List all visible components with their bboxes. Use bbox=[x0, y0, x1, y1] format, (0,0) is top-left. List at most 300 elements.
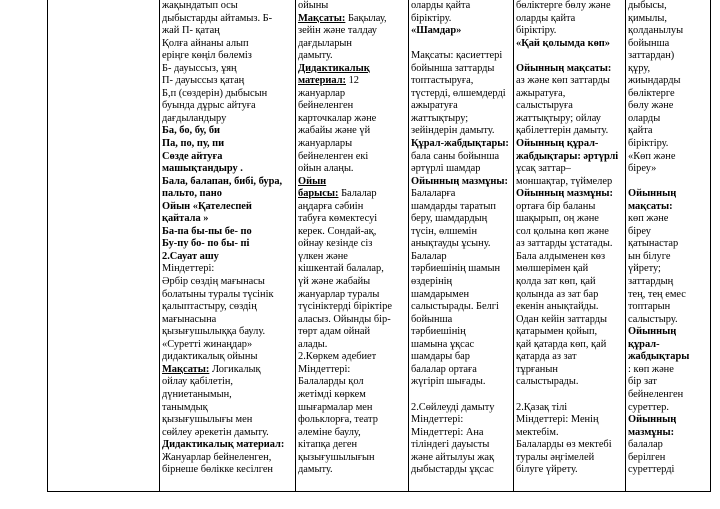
text-line bbox=[516, 263, 624, 276]
text-line bbox=[411, 226, 512, 239]
line-text: Па, по, пу, пи bbox=[162, 138, 225, 150]
line-text-continuation: 12 bbox=[346, 75, 359, 87]
text-line bbox=[162, 464, 294, 477]
text-line bbox=[411, 25, 512, 38]
line-text: аласыз. Ойынды бір- bbox=[298, 313, 391, 325]
table-cell-column-2 bbox=[298, 0, 407, 509]
line-text: дағдыландыру bbox=[162, 112, 227, 124]
line-text: бірнеше бөлікке кесілген bbox=[162, 464, 273, 476]
text-line bbox=[411, 188, 512, 201]
text-line bbox=[411, 402, 512, 415]
text-line bbox=[516, 100, 624, 113]
text-line bbox=[162, 213, 294, 226]
table-cell-column-1 bbox=[162, 0, 294, 509]
text-line bbox=[298, 201, 407, 214]
line-text: туралы әңгімелей bbox=[516, 451, 595, 463]
line-text: түсін, өлшемін bbox=[411, 225, 478, 237]
line-text: қызығушылыққа баулу. bbox=[162, 326, 266, 338]
text-line bbox=[516, 351, 624, 364]
line-text: аңдарға сәбиін bbox=[298, 200, 364, 212]
line-text: Міндеттері: bbox=[298, 363, 351, 375]
text-line bbox=[162, 289, 294, 302]
text-line bbox=[628, 100, 709, 113]
text-line bbox=[516, 427, 624, 440]
line-text: Балаларға bbox=[411, 188, 456, 200]
text-line bbox=[628, 314, 709, 327]
text-line bbox=[162, 38, 294, 51]
line-text: Ойынның bbox=[628, 326, 677, 338]
text-line bbox=[628, 188, 709, 201]
text-line bbox=[162, 364, 294, 377]
line-text: Бала, балапан, бибі, бура, bbox=[162, 175, 283, 187]
line-text: Жануарлар бейнеленген, bbox=[162, 451, 272, 463]
line-text: қайтала » bbox=[162, 213, 209, 225]
text-line bbox=[628, 25, 709, 38]
line-text: фольклорға, театр bbox=[298, 414, 378, 426]
line-text: дыбысы, bbox=[628, 0, 667, 11]
line-text: буында дұрыс айтуға bbox=[162, 100, 256, 112]
line-text: қызығушылығын bbox=[298, 451, 375, 463]
line-text: П- дауыссыз қатаң bbox=[162, 75, 245, 87]
text-line bbox=[516, 276, 624, 289]
line-text: салыстырады. Белгі bbox=[411, 301, 499, 313]
line-text: 2.Қазақ тілі bbox=[516, 401, 568, 413]
line-text: бөліктерге bbox=[628, 87, 675, 99]
line-text: Міндеттері: bbox=[162, 263, 215, 275]
text-line bbox=[162, 88, 294, 101]
text-line bbox=[628, 263, 709, 276]
line-text: Б,п (сөздерін) дыбысын bbox=[162, 87, 268, 99]
text-line bbox=[162, 276, 294, 289]
line-text: біреу» bbox=[628, 163, 657, 175]
line-text: дидактикалық ойыны bbox=[162, 351, 258, 363]
text-line bbox=[628, 226, 709, 239]
line-text: 2.Сөйлеуді дамыту bbox=[411, 401, 495, 413]
text-line bbox=[628, 13, 709, 26]
line-text: суреттер. bbox=[628, 401, 669, 413]
text-line bbox=[628, 452, 709, 465]
text-line bbox=[298, 88, 407, 101]
table-border bbox=[513, 0, 514, 492]
text-line bbox=[411, 176, 512, 189]
table-cell-column-4 bbox=[516, 0, 624, 509]
text-line bbox=[628, 50, 709, 63]
text-line bbox=[162, 402, 294, 415]
text-line bbox=[162, 13, 294, 26]
line-text: көп және bbox=[628, 213, 669, 225]
text-line bbox=[628, 289, 709, 302]
line-text: жабайы және үй bbox=[298, 125, 371, 137]
text-line bbox=[628, 427, 709, 440]
text-line bbox=[298, 188, 407, 201]
line-text: мөлшерімен қай bbox=[516, 263, 589, 275]
line-text: Бу-пу бо- по бы- пі bbox=[162, 238, 250, 250]
text-line bbox=[411, 427, 512, 440]
text-line bbox=[516, 226, 624, 239]
line-text: Ойынның құрал- bbox=[516, 138, 599, 150]
line-text: тең, тең емес bbox=[628, 288, 686, 300]
line-text: мектебім. bbox=[516, 426, 559, 438]
line-text: біріктіру. bbox=[516, 25, 557, 37]
line-text: жаттықтыру; bbox=[411, 112, 469, 124]
text-line bbox=[516, 301, 624, 314]
text-line bbox=[411, 238, 512, 251]
line-text: материал: bbox=[298, 75, 346, 87]
text-line bbox=[516, 50, 624, 63]
line-text: балалар ортаға bbox=[411, 363, 477, 375]
line-text: қайта bbox=[628, 125, 653, 137]
line-text: Б- дауыссыз, ұяң bbox=[162, 62, 237, 74]
line-text: Ба-па бы-пы бе- по bbox=[162, 225, 252, 237]
table-cell-column-3 bbox=[411, 0, 512, 509]
table-cell-column-5 bbox=[628, 0, 709, 509]
text-line bbox=[516, 151, 624, 164]
text-line bbox=[162, 125, 294, 138]
text-line bbox=[411, 13, 512, 26]
text-line bbox=[411, 151, 512, 164]
line-text: Міндеттері: bbox=[411, 414, 464, 426]
text-line bbox=[298, 414, 407, 427]
line-text: машықтандыру . bbox=[162, 163, 243, 175]
line-text-continuation: Логикалық bbox=[209, 363, 261, 375]
table-border bbox=[295, 0, 296, 492]
text-line bbox=[411, 389, 512, 402]
text-line bbox=[298, 339, 407, 352]
line-text: бір зат bbox=[628, 376, 657, 388]
line-text: еріңге көңіл бөлеміз bbox=[162, 50, 252, 62]
line-text: қызығушылығы мен bbox=[162, 414, 253, 426]
line-text: анықтауды ұсыну. bbox=[411, 238, 491, 250]
text-line bbox=[298, 125, 407, 138]
text-line bbox=[628, 63, 709, 76]
text-line bbox=[298, 213, 407, 226]
text-line bbox=[628, 138, 709, 151]
text-line bbox=[411, 201, 512, 214]
line-text: қатынастар bbox=[628, 238, 679, 250]
text-line bbox=[298, 0, 407, 13]
text-line bbox=[628, 351, 709, 364]
text-line bbox=[628, 238, 709, 251]
line-text: ойыны bbox=[298, 0, 329, 11]
table-border-right bbox=[710, 0, 711, 492]
text-line bbox=[516, 389, 624, 402]
text-line bbox=[162, 0, 294, 13]
line-text: мақсаты: bbox=[628, 200, 673, 212]
line-text: дыбыстарды ұқсас bbox=[411, 464, 494, 476]
text-line bbox=[162, 63, 294, 76]
text-line bbox=[298, 427, 407, 440]
text-line bbox=[162, 75, 294, 88]
line-text: оларды қайта bbox=[516, 12, 576, 24]
line-text: аз және көп заттарды bbox=[516, 75, 610, 87]
text-line bbox=[298, 113, 407, 126]
table-border bbox=[159, 0, 160, 492]
line-text: дүниетанымын, bbox=[162, 388, 232, 400]
text-line bbox=[411, 439, 512, 452]
line-text: Ойынның мақсаты: bbox=[516, 62, 612, 74]
line-text: Ойын «Қателеспей bbox=[162, 200, 252, 212]
text-line bbox=[162, 339, 294, 352]
text-line bbox=[298, 402, 407, 415]
text-line bbox=[628, 176, 709, 189]
text-line bbox=[628, 414, 709, 427]
text-line bbox=[411, 364, 512, 377]
line-text: 2.Көркем әдебиет bbox=[298, 351, 377, 363]
line-text: Балалар bbox=[411, 250, 447, 262]
line-text: керек. Сондай-ақ, bbox=[298, 225, 377, 237]
text-line bbox=[298, 376, 407, 389]
text-line bbox=[628, 113, 709, 126]
text-line bbox=[628, 125, 709, 138]
text-line bbox=[516, 138, 624, 151]
line-text: біріктіру. bbox=[628, 138, 669, 150]
text-line bbox=[162, 113, 294, 126]
text-line bbox=[411, 38, 512, 51]
text-line bbox=[516, 201, 624, 214]
line-text: және айтылуы жақ bbox=[411, 451, 495, 463]
text-line bbox=[298, 464, 407, 477]
text-line bbox=[298, 301, 407, 314]
text-line bbox=[628, 88, 709, 101]
text-line bbox=[162, 100, 294, 113]
text-line bbox=[628, 201, 709, 214]
text-line bbox=[162, 251, 294, 264]
text-line bbox=[298, 439, 407, 452]
line-text: «Қай қолымда көп» bbox=[516, 37, 610, 49]
line-text: Дидактикалық материал: bbox=[162, 439, 285, 451]
line-text: салыстыруға bbox=[516, 100, 573, 112]
text-line bbox=[162, 201, 294, 214]
line-text: үйрету; bbox=[628, 263, 661, 275]
text-line bbox=[411, 289, 512, 302]
text-line bbox=[162, 351, 294, 364]
text-line bbox=[411, 326, 512, 339]
text-line bbox=[162, 452, 294, 465]
line-text: бөліктерге бөлу және bbox=[516, 0, 611, 11]
table-border-left bbox=[47, 0, 48, 492]
line-text: танымдық bbox=[162, 401, 208, 413]
text-line bbox=[298, 100, 407, 113]
line-text: жануарлары bbox=[298, 138, 353, 150]
line-text: дыбыстарды айтамыз. Б- bbox=[162, 12, 273, 24]
text-line bbox=[162, 138, 294, 151]
text-line bbox=[516, 339, 624, 352]
line-text: дамыту. bbox=[298, 464, 333, 476]
text-line bbox=[628, 326, 709, 339]
line-text: жануарлар туралы bbox=[298, 288, 380, 300]
text-line bbox=[298, 263, 407, 276]
text-line bbox=[628, 213, 709, 226]
text-line bbox=[298, 364, 407, 377]
line-text: дамыту. bbox=[298, 50, 333, 62]
line-text: бойынша заттарды bbox=[411, 62, 495, 74]
text-line bbox=[298, 226, 407, 239]
line-text: моншақтар, түймелер bbox=[516, 175, 613, 187]
text-line bbox=[162, 25, 294, 38]
text-line bbox=[411, 263, 512, 276]
line-text: біреу bbox=[628, 225, 651, 237]
line-text: білуге үйрету. bbox=[516, 464, 578, 476]
line-text: жақындатып осы bbox=[162, 0, 238, 11]
text-line bbox=[411, 276, 512, 289]
line-text: қай қатарда көп, қай bbox=[516, 338, 607, 350]
line-text: Дидактикалық bbox=[298, 62, 370, 74]
text-line bbox=[298, 50, 407, 63]
text-line bbox=[298, 38, 407, 51]
text-line bbox=[516, 0, 624, 13]
line-text: Ойынның мазмұны: bbox=[411, 175, 508, 187]
line-text: «Суретті жинаңдар» bbox=[162, 338, 253, 350]
text-line bbox=[411, 464, 512, 477]
text-line bbox=[162, 226, 294, 239]
line-text: жабдықтары bbox=[628, 351, 690, 363]
text-line bbox=[516, 452, 624, 465]
text-line bbox=[628, 389, 709, 402]
text-line bbox=[628, 376, 709, 389]
line-text: ойлау қабілетін, bbox=[162, 376, 234, 388]
text-line bbox=[411, 301, 512, 314]
text-line bbox=[298, 163, 407, 176]
text-line bbox=[628, 439, 709, 452]
line-text: түсініктерді біріктіре bbox=[298, 301, 392, 313]
line-text: Міндеттері: Ана bbox=[411, 426, 484, 438]
text-line bbox=[516, 13, 624, 26]
line-text: заттардың bbox=[628, 276, 674, 288]
line-text: жай П- қатаң bbox=[162, 25, 220, 37]
text-line bbox=[516, 75, 624, 88]
line-text: оларды қайта bbox=[411, 0, 471, 11]
line-text: шамдарды таратып bbox=[411, 200, 496, 212]
line-text: Мақсаты: bbox=[162, 363, 210, 375]
line-text: 2.Сауат ашу bbox=[162, 250, 219, 262]
text-line bbox=[628, 301, 709, 314]
text-line bbox=[628, 251, 709, 264]
text-line bbox=[162, 163, 294, 176]
line-text: карточкалар және bbox=[298, 112, 377, 124]
text-line bbox=[628, 38, 709, 51]
line-text: Құрал-жабдықтары: bbox=[411, 138, 509, 150]
text-line bbox=[298, 326, 407, 339]
text-line bbox=[516, 163, 624, 176]
line-text: қимылы, bbox=[628, 12, 667, 24]
line-text: беру, шамдардың bbox=[411, 213, 488, 225]
line-text: ажыратуға, bbox=[516, 87, 566, 99]
text-line bbox=[162, 176, 294, 189]
text-line bbox=[162, 263, 294, 276]
line-text-continuation: Бақылау, bbox=[345, 12, 387, 24]
text-line bbox=[516, 113, 624, 126]
text-line bbox=[628, 364, 709, 377]
line-text: мағынасына bbox=[162, 313, 217, 325]
text-line bbox=[411, 452, 512, 465]
line-text: Ойынның bbox=[628, 414, 677, 426]
line-text: тәрбиешінің шамын bbox=[411, 263, 501, 275]
text-line bbox=[516, 38, 624, 51]
line-text: қабілеттерін дамыту. bbox=[516, 125, 609, 137]
text-line bbox=[411, 414, 512, 427]
line-text: шамдарымен bbox=[411, 288, 470, 300]
line-text: «Көп және bbox=[628, 150, 676, 162]
line-text: қолданылуы bbox=[628, 25, 684, 37]
line-text: дағдыларын bbox=[298, 37, 352, 49]
line-text: бойынша bbox=[628, 37, 670, 49]
line-text: Ойын bbox=[298, 175, 327, 187]
line-text: жиындарды bbox=[628, 75, 681, 87]
text-line bbox=[162, 238, 294, 251]
line-text: шығармалар мен bbox=[298, 401, 373, 413]
line-text: қатарымен қойып, bbox=[516, 326, 598, 338]
text-line bbox=[298, 251, 407, 264]
text-line bbox=[411, 75, 512, 88]
line-text: ойнау кезінде сіз bbox=[298, 238, 373, 250]
text-line bbox=[162, 376, 294, 389]
line-text: бала саны бойынша bbox=[411, 150, 500, 162]
text-line bbox=[411, 125, 512, 138]
line-text: жануарлар bbox=[298, 87, 346, 99]
text-line bbox=[162, 301, 294, 314]
text-line bbox=[298, 176, 407, 189]
line-text: Балаларды қол bbox=[298, 376, 364, 388]
text-line bbox=[298, 25, 407, 38]
text-line bbox=[411, 88, 512, 101]
text-line bbox=[516, 464, 624, 477]
line-text: тіліндегі дауысты bbox=[411, 439, 490, 451]
text-line bbox=[162, 151, 294, 164]
line-text: әртүрлі шамдар bbox=[411, 163, 481, 175]
line-text: салыстыру. bbox=[628, 313, 678, 325]
text-line bbox=[411, 50, 512, 63]
text-line bbox=[628, 464, 709, 477]
text-line bbox=[411, 213, 512, 226]
text-line bbox=[516, 88, 624, 101]
line-text: балалар bbox=[628, 439, 663, 451]
text-line bbox=[298, 389, 407, 402]
line-text: Одан кейін заттарды bbox=[516, 313, 608, 325]
line-text: ортаға бір баланы bbox=[516, 200, 596, 212]
text-line bbox=[628, 276, 709, 289]
line-text: қолда зат көп, қай bbox=[516, 276, 596, 288]
text-line bbox=[516, 176, 624, 189]
text-line bbox=[162, 389, 294, 402]
line-text: ажыратуға bbox=[411, 100, 458, 112]
text-line bbox=[298, 151, 407, 164]
line-text: бейнеленген bbox=[298, 100, 354, 112]
line-text: жаттықтыру; ойлау bbox=[516, 112, 601, 124]
line-text: құру, bbox=[628, 62, 651, 74]
line-text: зейіндерін дамыту. bbox=[411, 125, 495, 137]
line-text: сөйлеу әрекетін дамыту. bbox=[162, 426, 269, 438]
line-text: жабдықтары: bbox=[516, 150, 581, 162]
line-text: жүгіріп шығады. bbox=[411, 376, 486, 388]
line-text: түстерді, өлшемдерді bbox=[411, 87, 506, 99]
text-line bbox=[298, 314, 407, 327]
line-text: қатарда аз зат bbox=[516, 351, 577, 363]
text-line bbox=[516, 314, 624, 327]
text-line bbox=[162, 188, 294, 201]
line-text: оларды bbox=[628, 112, 661, 124]
text-line bbox=[516, 364, 624, 377]
text-line bbox=[516, 251, 624, 264]
text-line bbox=[162, 50, 294, 63]
table-border bbox=[625, 0, 626, 492]
text-line bbox=[411, 314, 512, 327]
line-text: Ойынның bbox=[628, 188, 677, 200]
line-text: кітапқа деген bbox=[298, 439, 358, 451]
text-line bbox=[411, 138, 512, 151]
line-text: тұрғанын bbox=[516, 363, 558, 375]
text-line bbox=[516, 376, 624, 389]
text-line bbox=[516, 63, 624, 76]
